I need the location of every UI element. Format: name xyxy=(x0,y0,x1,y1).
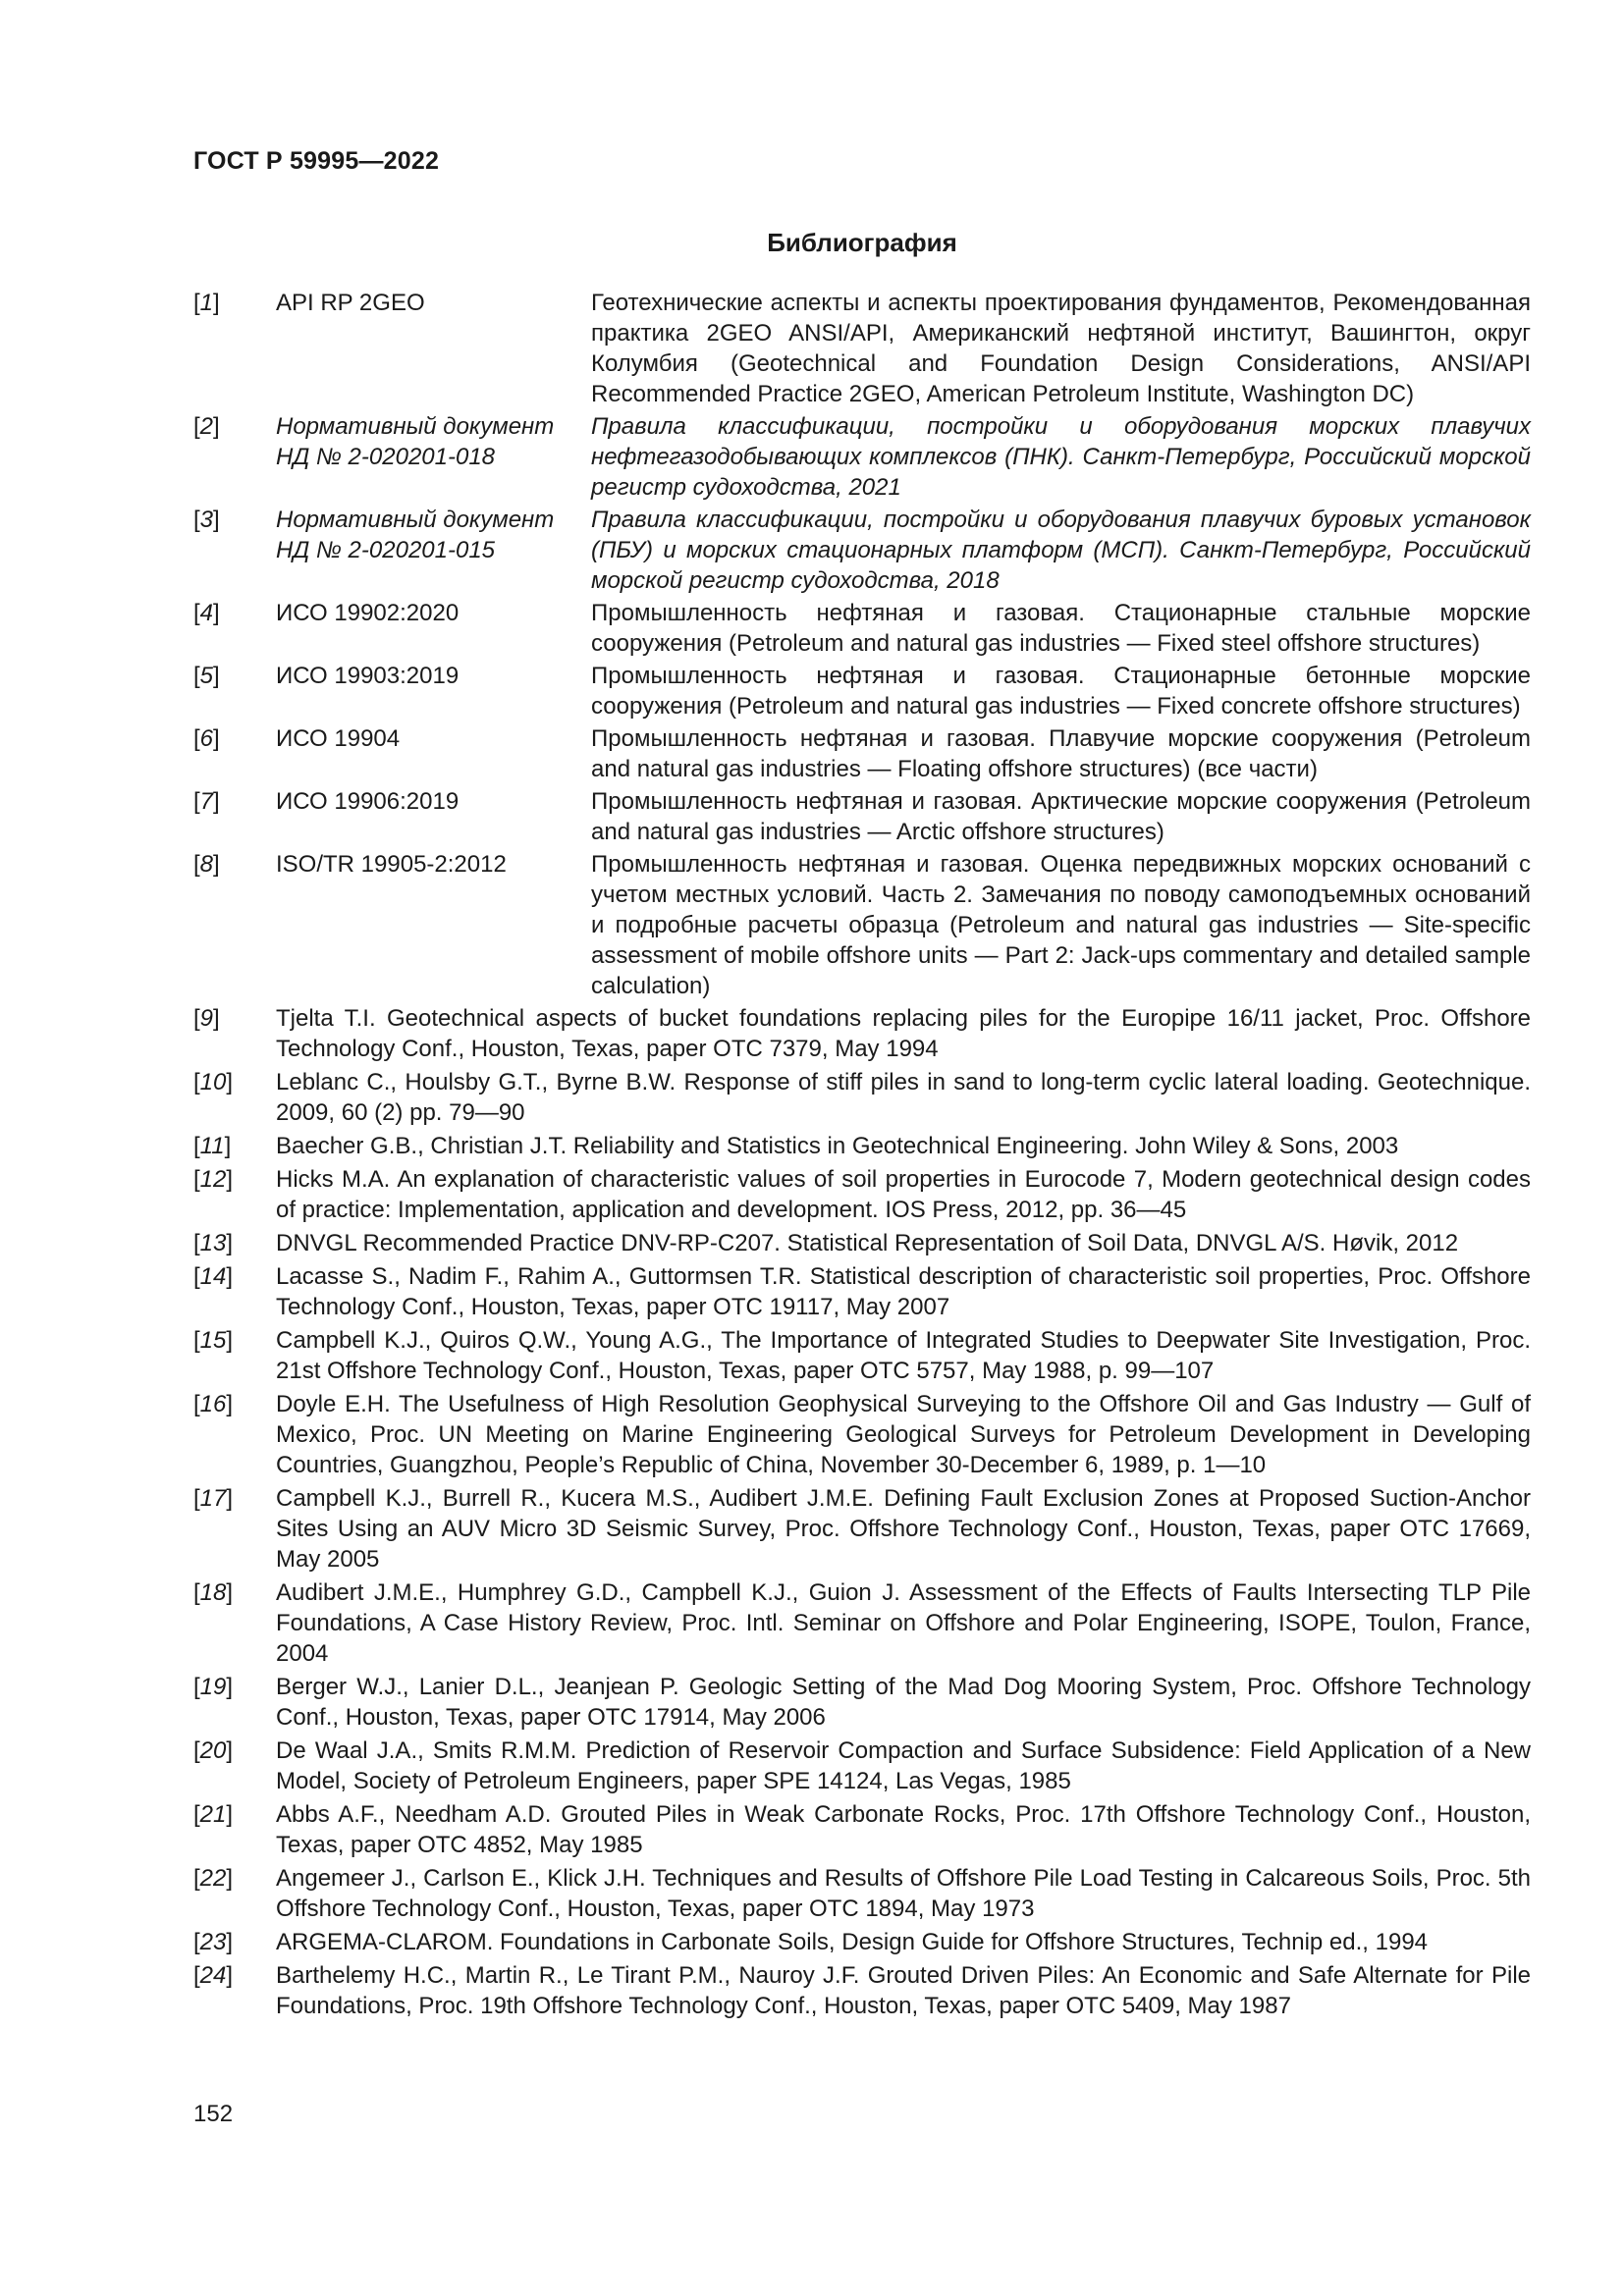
reference-code: Нормативный документ НД № 2-020201-015 xyxy=(276,507,555,563)
bibliography-title: Библиография xyxy=(767,228,957,257)
reference-number: [11] xyxy=(193,1133,232,1159)
reference-number: [5] xyxy=(193,663,220,689)
reference-number: [12] xyxy=(193,1166,234,1193)
reference-entry xyxy=(193,1261,1531,1322)
reference-entry xyxy=(193,288,1531,409)
reference-entry xyxy=(193,1799,1531,1860)
reference-text: Правила классификации, постройки и оборудования морских плавучих нефтегазодобывающих комплексов (ПНК). Санкт-Петербург, Российский морской регистр судоходства, 2021 xyxy=(591,413,1531,501)
reference-number: [21] xyxy=(193,1801,234,1828)
reference-text: Промышленность нефтяная и газовая. Стационарные бетонные морские сооружения (Petroleum and natural gas industries — Fixed concrete offshore structures) xyxy=(591,663,1531,720)
reference-entry xyxy=(193,1960,1531,2021)
reference-entry xyxy=(193,505,1531,596)
reference-entry xyxy=(193,1672,1531,1733)
reference-number: [1] xyxy=(193,290,220,316)
reference-text: DNVGL Recommended Practice DNV-RP-C207. Statistical Representation of Soil Data, DNVGL A/S. Høvik, 2012 xyxy=(276,1230,1459,1256)
document-header: ГОСТ Р 59995—2022 xyxy=(193,147,440,175)
reference-code: ISO/TR 19905-2:2012 xyxy=(276,851,507,878)
reference-text: Промышленность нефтяная и газовая. Плавучие морские сооружения (Petroleum and natural gas industries — Floating offshore structures) (все части) xyxy=(591,725,1531,782)
reference-number: [23] xyxy=(193,1929,234,1955)
reference-entry xyxy=(193,1483,1531,1575)
reference-text: Barthelemy H.C., Martin R., Le Tirant P.M., Nauroy J.F. Grouted Driven Piles: An Economic and Safe Alternate for Pile Foundations, Proc. 19th Offshore Technology Conf., Houston, Texas, paper OTC 5409, May 1987 xyxy=(276,1962,1531,2019)
reference-entry xyxy=(193,1863,1531,1924)
reference-text: Промышленность нефтяная и газовая. Оценка передвижных морских оснований с учетом местных условий. Часть 2. Замечания по поводу самоподъемных оснований и подробные расчеты образца (Petroleum and natural gas industries — Site-specific assessment of mobile offshore units — Part 2: Jack-ups commentary and detailed sample calculation) xyxy=(591,851,1531,999)
reference-entry xyxy=(193,1577,1531,1669)
reference-entry xyxy=(193,1927,1531,1957)
reference-code: Нормативный документ НД № 2-020201-018 xyxy=(276,413,555,470)
reference-text: Baecher G.B., Christian J.T. Reliability and Statistics in Geotechnical Engineering. John Wiley & Sons, 2003 xyxy=(276,1133,1399,1159)
reference-number: [7] xyxy=(193,788,220,815)
reference-code: ИСО 19902:2020 xyxy=(276,600,460,626)
reference-text: Campbell K.J., Burrell R., Kucera M.S., Audibert J.M.E. Defining Fault Exclusion Zones at Proposed Suction-Anchor Sites Using an AUV Micro 3D Seismic Survey, Proc. Offshore Technology Conf., Houston, Texas, paper OTC 17669, May 2005 xyxy=(276,1485,1531,1573)
reference-text: Lacasse S., Nadim F., Rahim A., Guttormsen T.R. Statistical description of characteristic soil properties, Proc. Offshore Technology Conf., Houston, Texas, paper OTC 19117, May 2007 xyxy=(276,1263,1531,1320)
reference-number: [14] xyxy=(193,1263,234,1290)
reference-entry xyxy=(193,1003,1531,1064)
reference-code: API RP 2GEO xyxy=(276,290,425,316)
reference-entry xyxy=(193,723,1531,784)
reference-text: Промышленность нефтяная и газовая. Стационарные стальные морские сооружения (Petroleum and natural gas industries — Fixed steel offshore structures) xyxy=(591,600,1531,657)
reference-text: Tjelta T.I. Geotechnical aspects of bucket foundations replacing piles for the Europipe 16/11 jacket, Proc. Offshore Technology Conf., Houston, Texas, paper OTC 7379, May 1994 xyxy=(276,1005,1531,1062)
reference-entry xyxy=(193,1067,1531,1128)
reference-text: Правила классификации, постройки и оборудования плавучих буровых установок (ПБУ) и морских стационарных платформ (МСП). Санкт-Петербург, Российский морской регистр судоходства, 2018 xyxy=(591,507,1531,594)
reference-number: [6] xyxy=(193,725,220,752)
reference-number: [17] xyxy=(193,1485,234,1512)
reference-entry xyxy=(193,1325,1531,1386)
reference-entry xyxy=(193,1228,1531,1258)
reference-number: [2] xyxy=(193,413,220,440)
reference-text: Audibert J.M.E., Humphrey G.D., Campbell K.J., Guion J. Assessment of the Effects of Faults Intersecting TLP Pile Foundations, A Case History Review, Proc. Intl. Seminar on Offshore and Polar Engineering, ISOPE, Toulon, France, 2004 xyxy=(276,1579,1531,1667)
reference-entry xyxy=(193,598,1531,659)
reference-text: De Waal J.A., Smits R.M.M. Prediction of Reservoir Compaction and Surface Subsidence: Field Application of a New Model, Society of Petroleum Engineers, paper SPE 14124, Las Vegas, 1985 xyxy=(276,1737,1531,1794)
reference-entry xyxy=(193,1131,1531,1161)
reference-entry xyxy=(193,849,1531,1001)
reference-text: Геотехнические аспекты и аспекты проектирования фундаментов, Рекомендованная практика 2GEO ANSI/API, Американский нефтяной институт, Вашингтон, округ Колумбия (Geotechnical and Foundation Design Considerations, ANSI/API Recommended Practice 2GEO, American Petroleum Institute, Washington DC) xyxy=(591,290,1531,407)
reference-number: [24] xyxy=(193,1962,234,1989)
reference-code: ИСО 19904 xyxy=(276,725,401,752)
reference-entry xyxy=(193,1735,1531,1796)
reference-number: [10] xyxy=(193,1069,234,1095)
reference-entry xyxy=(193,411,1531,503)
reference-entry xyxy=(193,786,1531,847)
reference-text: Abbs A.F., Needham A.D. Grouted Piles in Weak Carbonate Rocks, Proc. 17th Offshore Technology Conf., Houston, Texas, paper OTC 4852, May 1985 xyxy=(276,1801,1531,1858)
reference-number: [15] xyxy=(193,1327,234,1354)
reference-number: [8] xyxy=(193,851,220,878)
reference-entry xyxy=(193,1389,1531,1480)
reference-number: [22] xyxy=(193,1865,234,1892)
reference-list xyxy=(193,288,1531,2024)
reference-number: [16] xyxy=(193,1391,234,1417)
reference-text: Campbell K.J., Quiros Q.W., Young A.G., The Importance of Integrated Studies to Deepwater Site Investigation, Proc. 21st Offshore Technology Conf., Houston, Texas, paper OTC 5757, May 1988, p. 99—107 xyxy=(276,1327,1531,1384)
reference-text: Angemeer J., Carlson E., Klick J.H. Techniques and Results of Offshore Pile Load Testing in Calcareous Soils, Proc. 5th Offshore Technology Conf., Houston, Texas, paper OTC 1894, May 1973 xyxy=(276,1865,1531,1922)
reference-number: [3] xyxy=(193,507,220,533)
reference-entry xyxy=(193,661,1531,721)
reference-code: ИСО 19906:2019 xyxy=(276,788,460,815)
page-number: 152 xyxy=(193,2101,234,2127)
reference-number: [18] xyxy=(193,1579,234,1606)
reference-number: [19] xyxy=(193,1674,234,1700)
reference-text: Leblanc C., Houlsby G.T., Byrne B.W. Response of stiff piles in sand to long-term cyclic lateral loading. Geotechnique. 2009, 60 (2) pp. 79—90 xyxy=(276,1069,1531,1126)
reference-number: [13] xyxy=(193,1230,234,1256)
reference-text: ARGEMA-CLAROM. Foundations in Carbonate Soils, Design Guide for Offshore Structures, Technip ed., 1994 xyxy=(276,1929,1429,1955)
reference-number: [20] xyxy=(193,1737,234,1764)
reference-text: Промышленность нефтяная и газовая. Арктические морские сооружения (Petroleum and natural gas industries — Arctic offshore structures) xyxy=(591,788,1531,845)
reference-number: [4] xyxy=(193,600,220,626)
reference-text: Hicks M.A. An explanation of characteristic values of soil properties in Eurocode 7, Modern geotechnical design codes of practice: Implementation, application and development. IOS Press, 2012, pp. 36—45 xyxy=(276,1166,1531,1223)
reference-entry xyxy=(193,1164,1531,1225)
reference-text: Berger W.J., Lanier D.L., Jeanjean P. Geologic Setting of the Mad Dog Mooring System, Proc. Offshore Technology Conf., Houston, Texas, paper OTC 17914, May 2006 xyxy=(276,1674,1531,1731)
reference-number: [9] xyxy=(193,1005,220,1032)
reference-text: Doyle E.H. The Usefulness of High Resolution Geophysical Surveying to the Offshore Oil and Gas Industry — Gulf of Mexico, Proc. UN Meeting on Marine Engineering Geological Surveys for Petroleum Development in Developing Countries, Guangzhou, People’s Republic of China, November 30-December 6, 1989, p. 1—10 xyxy=(276,1391,1531,1478)
reference-code: ИСО 19903:2019 xyxy=(276,663,460,689)
